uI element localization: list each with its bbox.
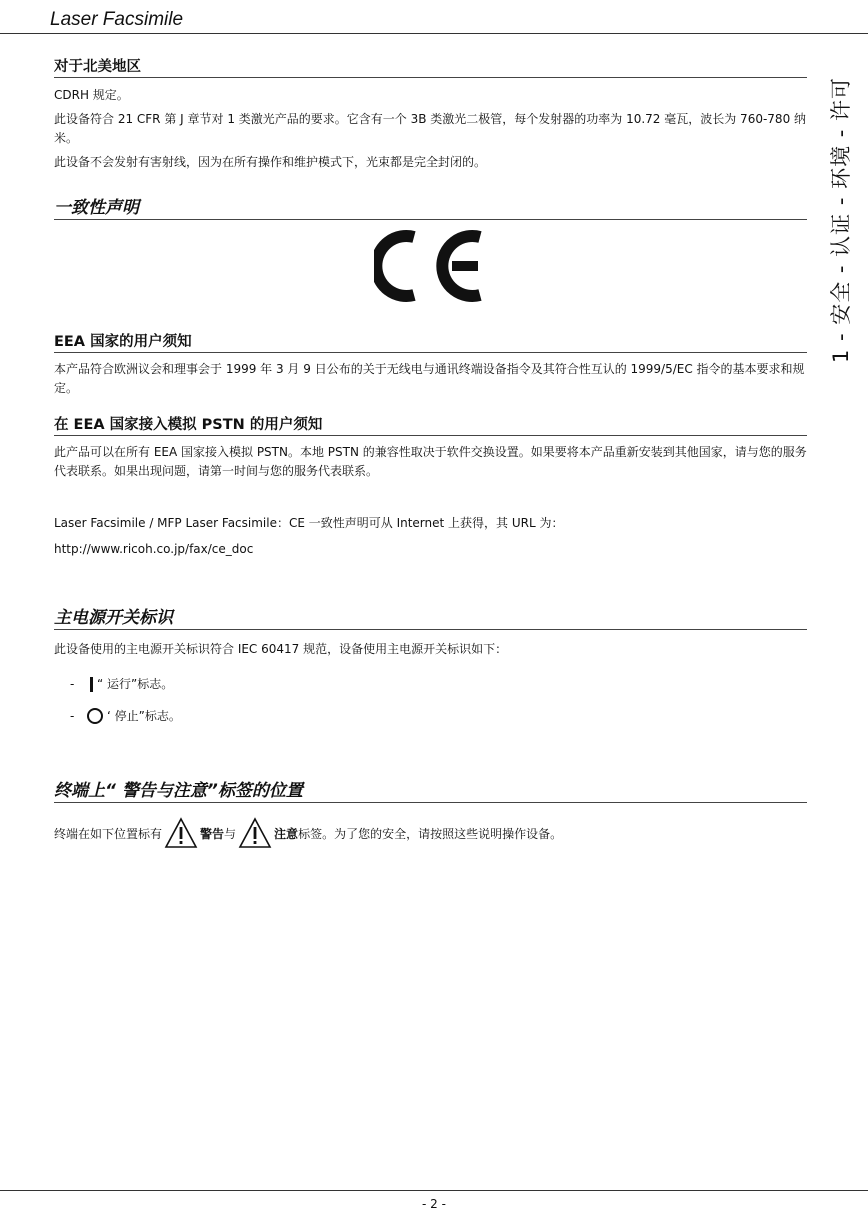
list-dash: - <box>70 709 75 723</box>
section-title-north-america: 对于北美地区 <box>54 55 807 78</box>
paragraph-pstn: 此产品可以在所有 EEA 国家接入模拟 PSTN。本地 PSTN 的兼容性取决于软件交换设置。如果要将本产品重新安装到其他国家，请与您的服务代表联系。如果出现问题，请第一时间与您的服务代表联系。 <box>54 445 807 478</box>
power-on-label: “ 运行”标志。 <box>97 677 174 691</box>
paragraph-cdrh: CDRH 规定。 <box>54 88 129 102</box>
list-item-power-off <box>70 706 181 726</box>
warning-label-text: 警告 <box>200 826 225 841</box>
paragraph-label-location: 终端在如下位置标有 警告 与 注意 标签。为了您的安全，请按照这些说明操作设备。 <box>54 817 562 849</box>
caution-triangle-icon <box>238 817 272 849</box>
chapter-side-tab-label: 1 - 安全 - 认证 - 环境 - 许可 <box>829 76 853 364</box>
header-rule <box>0 33 868 34</box>
ce-mark-icon <box>374 226 492 306</box>
paragraph-power-switch: 此设备使用的主电源开关标识符合 IEC 60417 规范，设备使用主电源开关标识如下： <box>54 642 508 656</box>
paragraph-radiation: 此设备不会发射有害射线，因为在所有操作和维护模式下，光束都是完全封闭的。 <box>54 155 487 169</box>
page-number: - 2 - <box>422 1197 446 1211</box>
power-off-label: ‘ 停止”标志。 <box>107 709 181 723</box>
section-title-eea: EEA 国家的用户须知 <box>54 330 807 353</box>
section-title-conformity: 一致性声明 <box>54 193 807 220</box>
power-on-line-icon <box>90 677 93 692</box>
power-off-circle-icon <box>86 707 104 725</box>
paragraph-laser-spec: 此设备符合 21 CFR 第 J 章节对 1 类激光产品的要求。它含有一个 3B 类激光二极管，每个发射器的功率为 10.72 毫瓦，波长为 760-780 纳米。 <box>54 112 807 145</box>
list-item-power-on <box>70 674 173 694</box>
section-title-label-location: 终端上“ 警告与注意”标签的位置 <box>54 776 807 803</box>
chapter-side-tab <box>812 55 868 385</box>
list-dash: - <box>70 677 75 691</box>
section-title-power-switch: 主电源开关标识 <box>54 603 807 630</box>
warning-triangle-icon <box>164 817 198 849</box>
section-title-pstn: 在 EEA 国家接入模拟 PSTN 的用户须知 <box>54 413 807 436</box>
ce-doc-url: http://www.ricoh.co.jp/fax/ce_doc <box>54 542 254 556</box>
footer-rule <box>0 1190 868 1191</box>
caution-label-text: 注意 <box>274 826 299 841</box>
paragraph-eea-directive: 本产品符合欧洲议会和理事会于 1999 年 3 月 9 日公布的关于无线电与通讯终端设备指令及其符合性互认的 1999/5/EC 指令的基本要求和规定。 <box>54 362 805 395</box>
document-header-title: Laser Facsimile <box>50 9 184 30</box>
paragraph-ce-declaration: Laser Facsimile / MFP Laser Facsimile：CE 一致性声明可从 Internet 上获得，其 URL 为： <box>54 516 564 530</box>
